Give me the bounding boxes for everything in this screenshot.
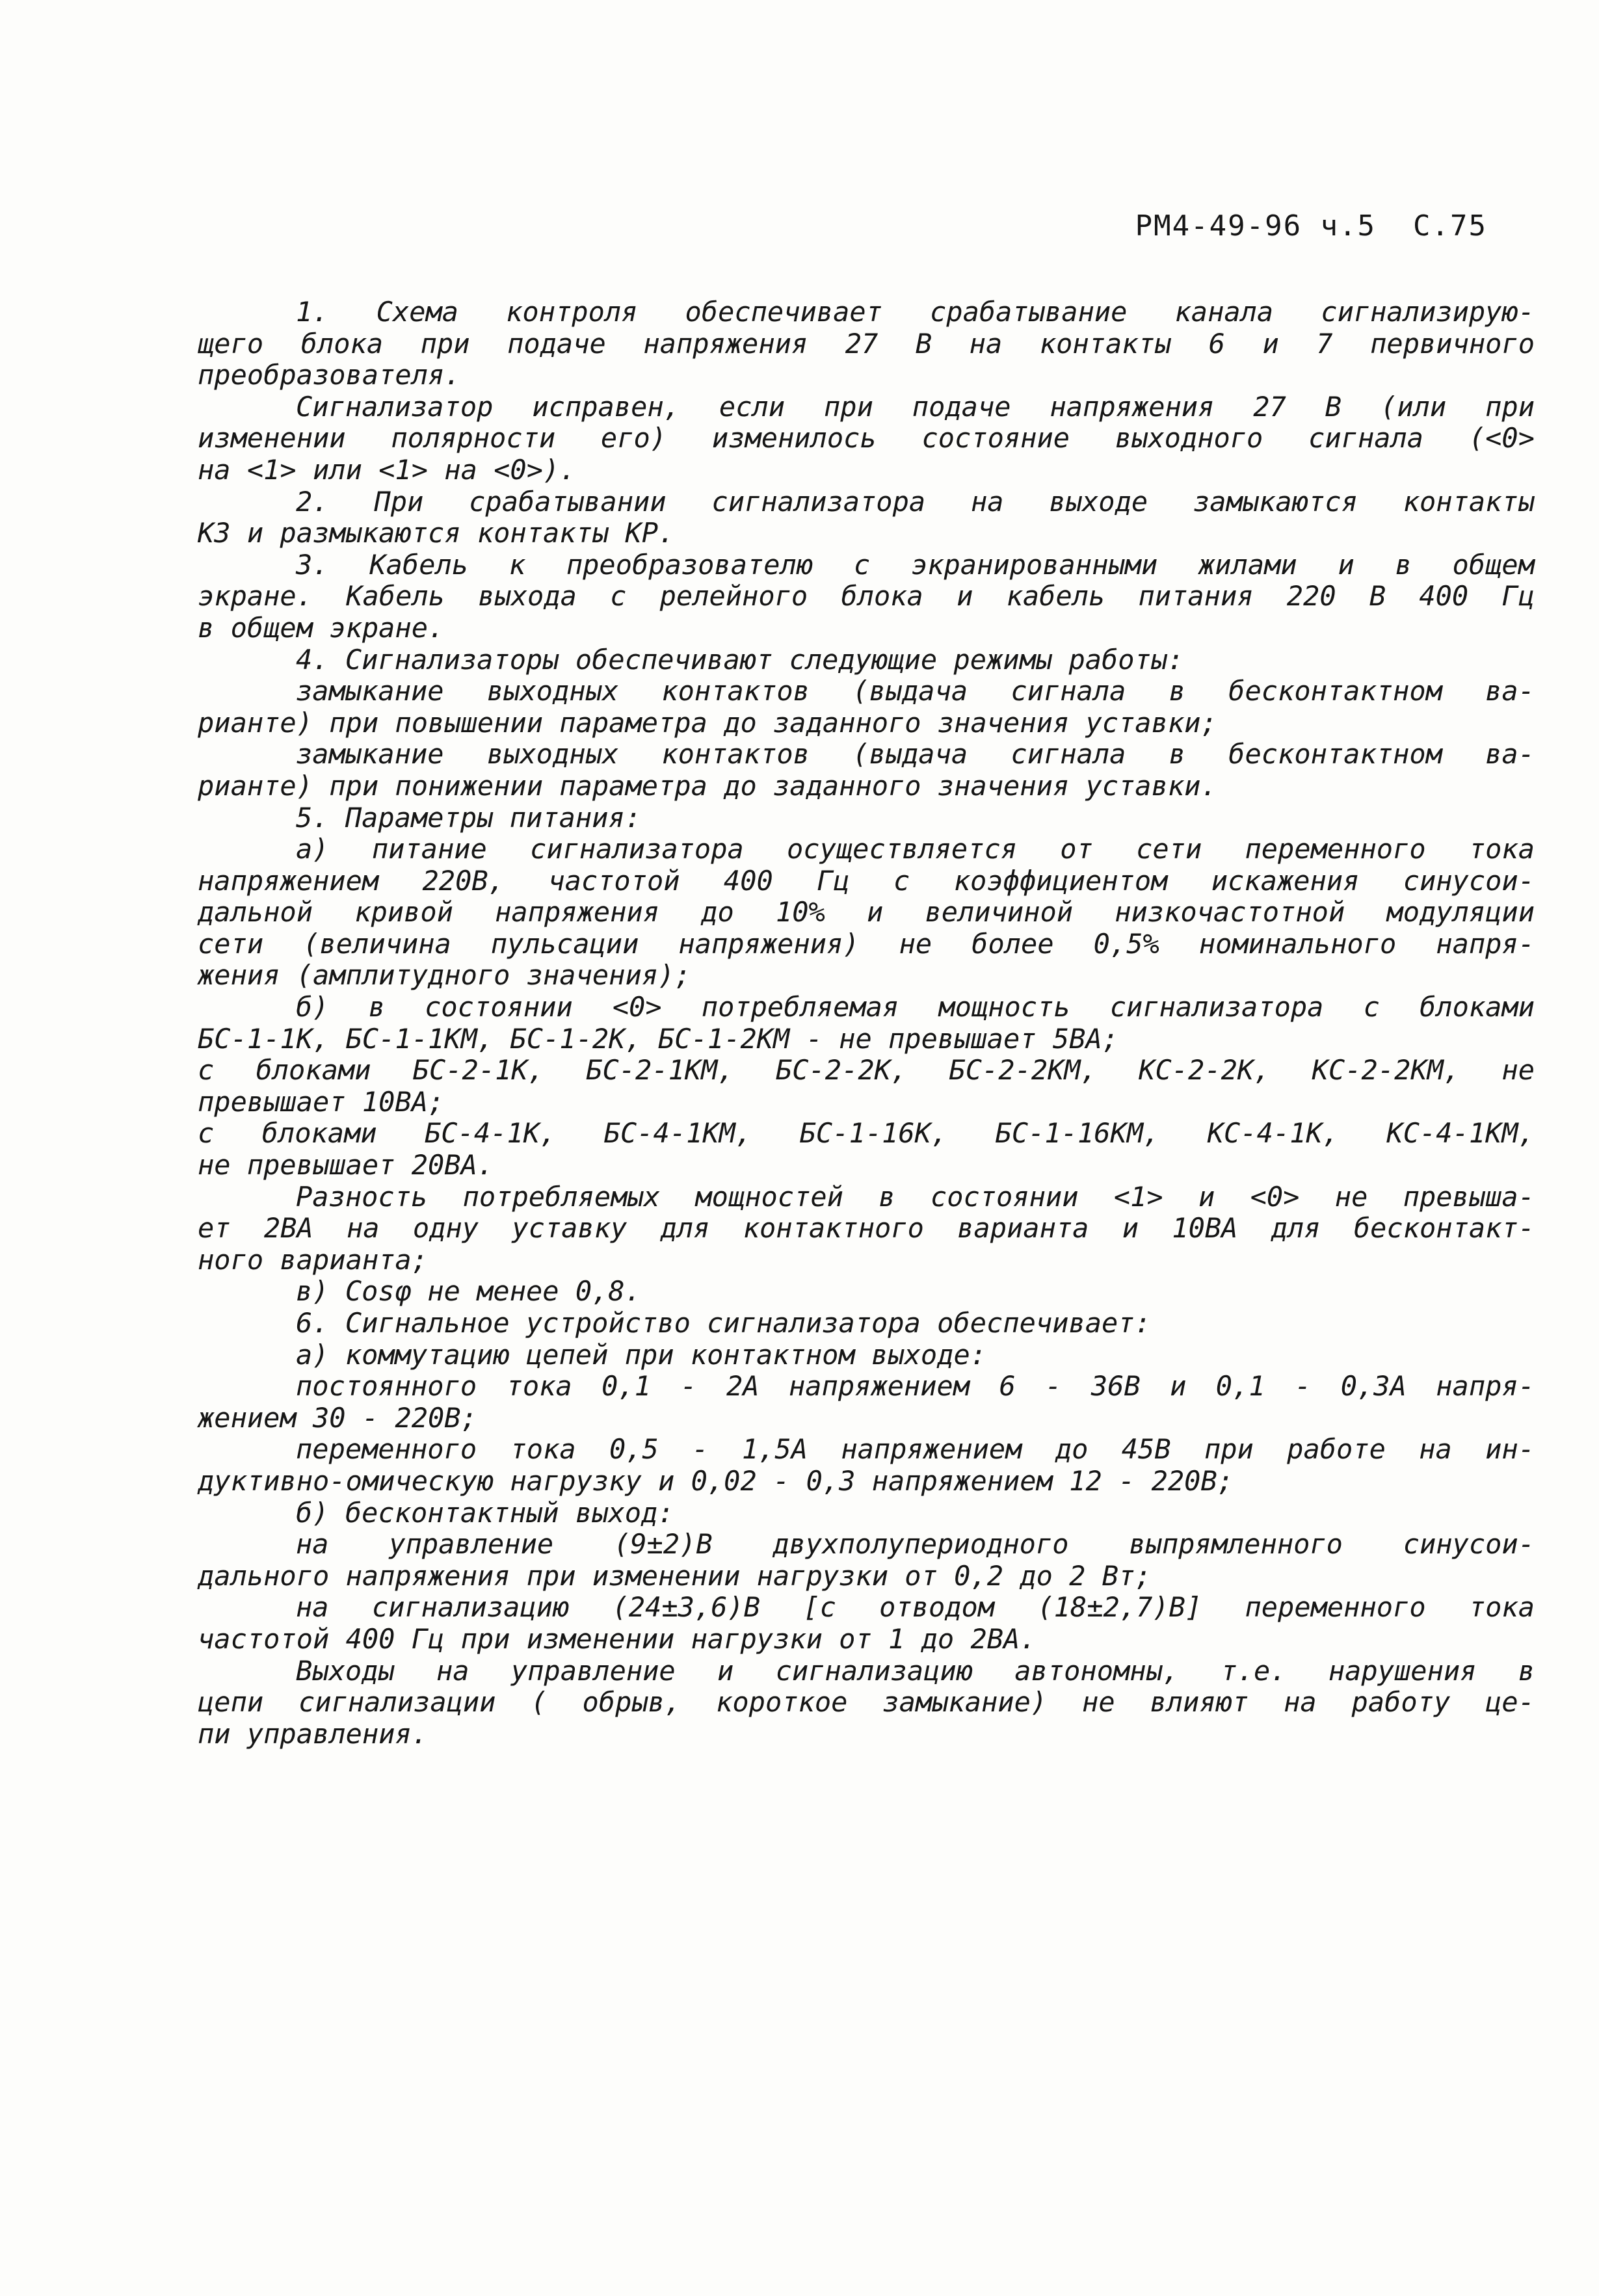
text-line: изменении полярности его) изменилось состояние выходного сигнала (<0> bbox=[198, 422, 1535, 455]
document-body bbox=[198, 297, 1535, 1750]
text-line: дального напряжения при изменении нагрузки от 0,2 до 2 Вт; bbox=[198, 1559, 1152, 1592]
text-line: а) коммутацию цепей при контактном выходе: bbox=[296, 1338, 987, 1371]
text-line: а) питание сигнализатора осуществляется от сети переменного тока bbox=[296, 833, 1535, 865]
text-line: жением 30 - 220В; bbox=[198, 1401, 477, 1434]
text-line: экране. Кабель выхода с релейного блока и кабель питания 220 В 400 Гц bbox=[198, 580, 1535, 613]
text-line: 3. Кабель к преобразователю с экранированными жилами и в общем bbox=[296, 548, 1535, 581]
text-line: 5. Параметры питания: bbox=[296, 801, 642, 834]
text-line: Разность потребляемых мощностей в состоянии <1> и <0> не превыша- bbox=[296, 1180, 1535, 1213]
text-line: с блоками БС-4-1К, БС-4-1КМ, БС-1-16К, БС-1-16КМ, КС-4-1К, КС-4-1КМ, bbox=[198, 1117, 1535, 1150]
text-line: в общем экране. bbox=[198, 611, 445, 644]
text-line: на <1> или <1> на <0>). bbox=[198, 453, 576, 486]
text-line: Сигнализатор исправен, если при подаче напряжения 27 В (или при bbox=[296, 390, 1535, 423]
text-line: ного варианта; bbox=[198, 1243, 429, 1276]
text-line: б) бесконтактный выход: bbox=[296, 1496, 674, 1529]
text-line: частотой 400 Гц при изменении нагрузки от 1 до 2ВА. bbox=[198, 1622, 1037, 1655]
text-line: замыкание выходных контактов (выдача сигнала в бесконтактном ва- bbox=[296, 675, 1535, 707]
text-line: щего блока при подаче напряжения 27 В на контакты 6 и 7 первичного bbox=[198, 327, 1535, 360]
text-line: жения (амплитудного значения); bbox=[198, 959, 691, 992]
text-line: БС-1-1К, БС-1-1КМ, БС-1-2К, БС-1-2КМ - не превышает 5ВА; bbox=[198, 1022, 1119, 1055]
page-header-reference: РМ4-49-96 ч.5 С.75 bbox=[1135, 209, 1487, 243]
text-line: на сигнализацию (24±3,6)В [с отводом (18±2,7)В] переменного тока bbox=[296, 1591, 1535, 1624]
text-line: на управление (9±2)В двухполупериодного выпрямленного синусои- bbox=[296, 1528, 1535, 1561]
text-line: 4. Сигнализаторы обеспечивают следующие режимы работы: bbox=[296, 643, 1184, 676]
text-line: Выходы на управление и сигнализацию автономны, т.е. нарушения в bbox=[296, 1654, 1535, 1687]
text-line: постоянного тока 0,1 - 2А напряжением 6 - 36В и 0,1 - 0,3А напря- bbox=[296, 1370, 1535, 1403]
text-line: не превышает 20ВА. bbox=[198, 1149, 494, 1181]
text-line: напряжением 220В, частотой 400 Гц с коэффициентом искажения синусои- bbox=[198, 864, 1535, 897]
text-line: пи управления. bbox=[198, 1717, 429, 1750]
text-line: б) в состоянии <0> потребляемая мощность сигнализатора с блоками bbox=[296, 991, 1535, 1023]
text-line: рианте) при понижении параметра до заданного значения уставки. bbox=[198, 769, 1217, 802]
text-line: рианте) при повышении параметра до заданного значения уставки; bbox=[198, 706, 1217, 739]
text-line: превышает 10ВА; bbox=[198, 1085, 445, 1118]
text-line: КЗ и размыкаются контакты КР. bbox=[198, 517, 675, 549]
text-line: 6. Сигнальное устройство сигнализатора обеспечивает: bbox=[296, 1307, 1151, 1339]
text-line: переменного тока 0,5 - 1,5А напряжением до 45В при работе на ин- bbox=[296, 1433, 1535, 1466]
text-line: замыкание выходных контактов (выдача сигнала в бесконтактном ва- bbox=[296, 738, 1535, 771]
text-line: с блоками БС-2-1К, БС-2-1КМ, БС-2-2К, БС-2-2КМ, КС-2-2К, КС-2-2КМ, не bbox=[198, 1054, 1535, 1087]
text-line: ет 2ВА на одну уставку для контактного варианта и 10ВА для бесконтакт- bbox=[198, 1212, 1535, 1245]
text-line: дальной кривой напряжения до 10% и величиной низкочастотной модуляции bbox=[198, 896, 1535, 929]
text-line: в) Cosφ не менее 0,8. bbox=[296, 1275, 642, 1308]
text-line: дуктивно-омическую нагрузку и 0,02 - 0,3 напряжением 12 - 220В; bbox=[198, 1464, 1234, 1497]
text-line: преобразователя. bbox=[198, 359, 461, 391]
text-line: 1. Схема контроля обеспечивает срабатывание канала сигнализирую- bbox=[296, 296, 1535, 328]
text-line: цепи сигнализации ( обрыв, короткое замыкание) не влияют на работу це- bbox=[198, 1686, 1535, 1719]
text-line: 2. При срабатывании сигнализатора на выходе замыкаются контакты bbox=[296, 485, 1535, 518]
text-line: сети (величина пульсации напряжения) не более 0,5% номинального напря- bbox=[198, 927, 1535, 960]
